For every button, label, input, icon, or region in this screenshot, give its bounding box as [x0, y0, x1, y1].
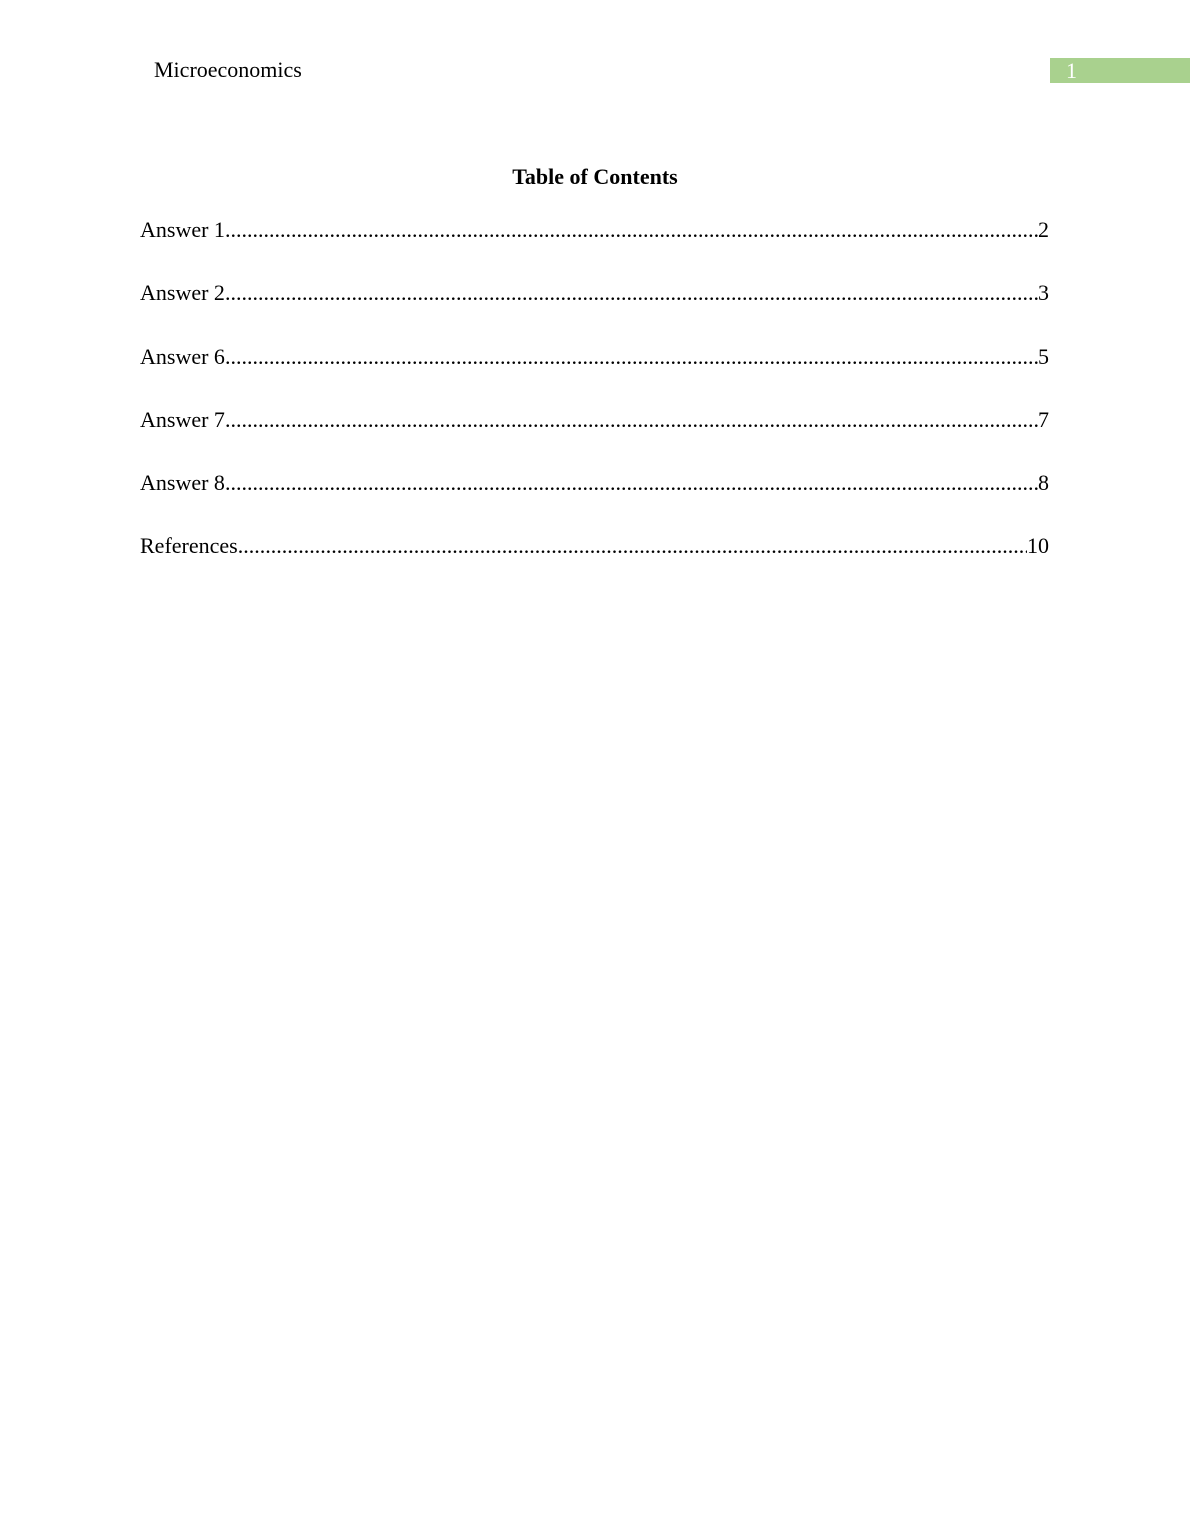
toc-entry-answer-1[interactable] — [140, 217, 1049, 243]
toc-entry-page: 5 — [1038, 343, 1049, 369]
toc-list — [140, 217, 1049, 597]
toc-dot-leader — [225, 217, 1038, 243]
toc-entry-label: Answer 7 — [140, 406, 225, 432]
toc-entry-answer-2[interactable] — [140, 280, 1049, 306]
toc-entry-page: 3 — [1038, 280, 1049, 306]
toc-entry-page: 2 — [1038, 217, 1049, 242]
page-number-badge — [1050, 58, 1190, 83]
toc-entry-label: Answer 8 — [140, 470, 225, 496]
running-header-title: Microeconomics — [154, 57, 302, 82]
toc-entry-label: Answer 2 — [140, 280, 225, 306]
toc-entry-page: 8 — [1038, 470, 1049, 496]
toc-dot-leader — [225, 470, 1038, 496]
toc-entry-answer-6[interactable] — [140, 344, 1049, 370]
toc-entry-answer-7[interactable] — [140, 407, 1049, 433]
page-number: 1 — [1066, 58, 1077, 83]
toc-entry-answer-8[interactable] — [140, 470, 1049, 496]
toc-heading: Table of Contents — [512, 164, 678, 189]
toc-dot-leader — [225, 407, 1038, 433]
toc-entry-label: Answer 6 — [140, 343, 225, 369]
toc-entry-label: Answer 1 — [140, 217, 225, 242]
toc-dot-leader — [225, 280, 1038, 306]
toc-dot-leader — [238, 533, 1027, 559]
toc-entry-label: References — [140, 533, 238, 559]
toc-entry-references[interactable] — [140, 533, 1049, 559]
toc-entry-page: 7 — [1038, 406, 1049, 432]
toc-entry-page: 10 — [1027, 533, 1049, 559]
toc-dot-leader — [225, 344, 1038, 370]
